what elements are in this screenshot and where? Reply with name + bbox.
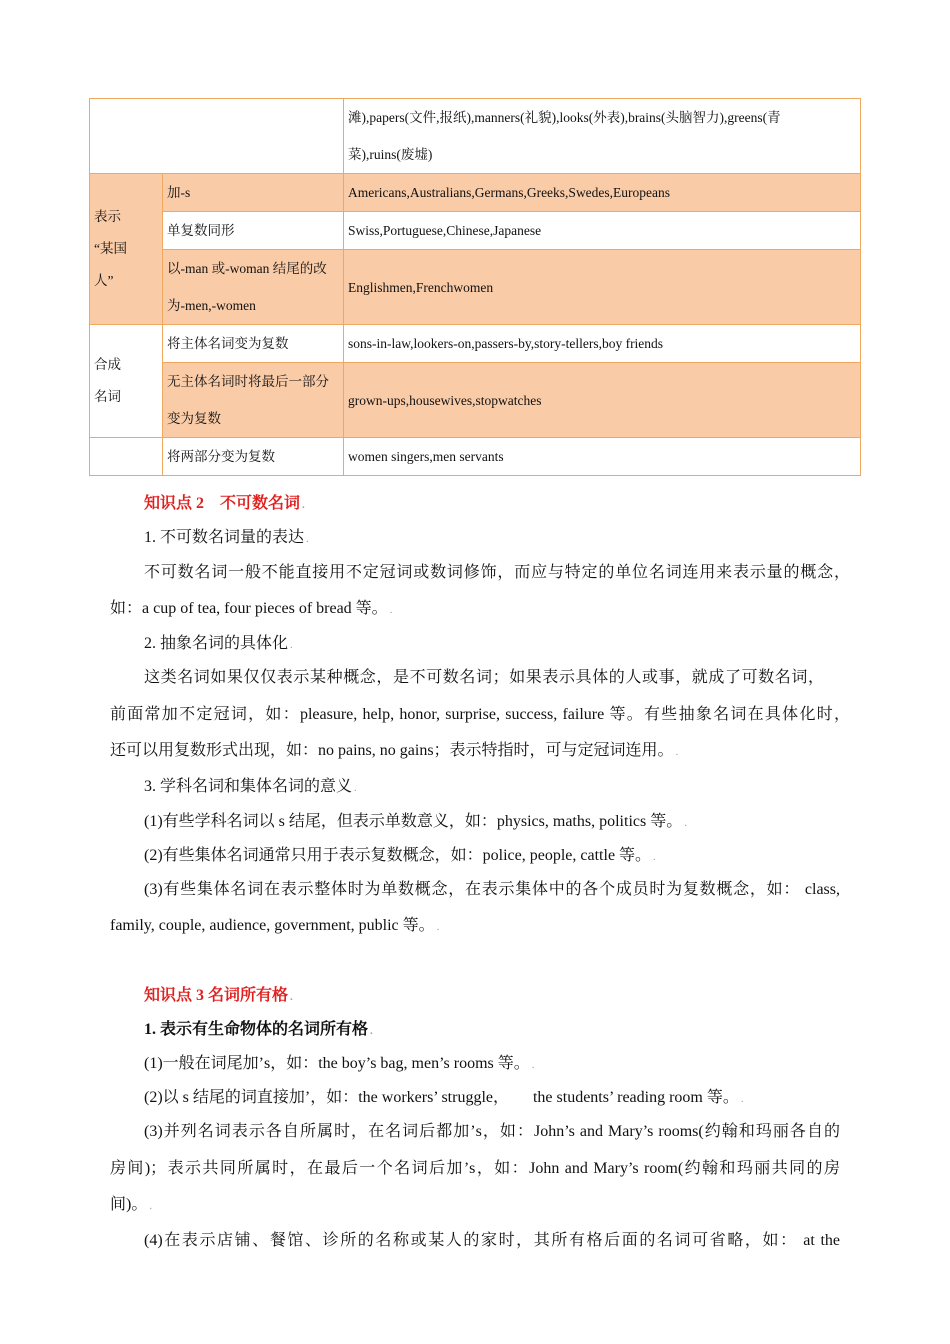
rule-cell: 无主体名词时将最后一部分 变为复数	[163, 363, 344, 438]
paragraph-line: 不可数名词一般不能直接用不定冠词或数词修饰，而应与特定的单位名词连用来表示量的概念，	[144, 564, 850, 581]
group-label-compound: 合成 名词	[90, 325, 163, 438]
list-item: (2)有些集体名词通常只用于表示复数概念，如：police, people, cattle 等。 .	[144, 847, 656, 864]
table-row	[90, 212, 861, 250]
table-row	[90, 99, 861, 174]
paragraph-line: 房间)；表示共同所属时，在最后一个名词后加’s，如：John and Mary’s room(约翰和玛丽共同的房	[110, 1160, 840, 1177]
section-heading: 知识点 2 不可数名词 .	[144, 495, 305, 512]
list-item: (3)并列名词表示各自所属时，在名词后都加’s，如：John’s and Mary’s rooms(约翰和玛丽各自的	[144, 1123, 840, 1140]
table-row	[90, 325, 861, 363]
rule-cell: 加-s	[163, 174, 344, 212]
rule-cell: 将两部分变为复数	[163, 438, 344, 476]
examples-line: 滩),papers(文件,报纸),manners(礼貌),looks(外表),brains(头脑智力),greens(青	[348, 110, 781, 125]
table-cell-empty	[90, 438, 163, 476]
examples-cell: grown-ups,housewives,stopwatches	[344, 363, 861, 438]
examples-line: 菜),ruins(废墟)	[348, 147, 433, 162]
section-heading: 知识点 3 名词所有格 .	[144, 987, 293, 1004]
noun-plural-table	[89, 98, 861, 476]
rule-cell: 以-man 或-woman 结尾的改 为-men,-women	[163, 250, 344, 325]
group-label-nationality: 表示 “某国 人”	[90, 174, 163, 325]
paragraph-line: 还可以用复数形式出现，如：no pains, no gains；表示特指时，可与定冠词连用。 .	[110, 742, 679, 759]
paragraph-line: 如：a cup of tea, four pieces of bread 等。 .	[110, 600, 393, 617]
paragraph-line: 间)。 .	[110, 1196, 153, 1213]
table-row	[90, 174, 861, 212]
paragraph-line: 前面常加不定冠词，如：pleasure, help, honor, surprise, success, failure 等。有些抽象名词在具体化时，	[110, 706, 850, 723]
table-row	[90, 363, 861, 438]
subsection-title: 1. 表示有生命物体的名词所有格 .	[144, 1021, 373, 1038]
list-item: (1)一般在词尾加’s，如：the boy’s bag, men’s rooms 等。 .	[144, 1055, 535, 1072]
examples-cell: Swiss,Portuguese,Chinese,Japanese	[344, 212, 861, 250]
paragraph-title: 1. 不可数名词量的表达 .	[144, 529, 309, 546]
table-cell-examples	[344, 99, 861, 174]
table-row	[90, 250, 861, 325]
paragraph-title: 2. 抽象名词的具体化 .	[144, 635, 293, 652]
list-item: (4)在表示店铺、餐馆、诊所的名称或某人的家时，其所有格后面的名词可省略，如： at the	[144, 1232, 840, 1249]
table-row	[90, 438, 861, 476]
rule-cell: 单复数同形	[163, 212, 344, 250]
examples-cell: Englishmen,Frenchwomen	[344, 250, 861, 325]
paragraph-line: 这类名词如果仅仅表示某种概念，是不可数名词；如果表示具体的人或事，就成了可数名词，	[144, 669, 824, 686]
list-item: (3)有些集体名词在表示整体时为单数概念，在表示集体中的各个成员时为复数概念，如： class,	[144, 881, 840, 898]
table-cell-empty	[90, 99, 344, 174]
list-item: (2)以 s 结尾的词直接加’，如：the workers’ struggle， the students’ reading room 等。 .	[144, 1089, 744, 1106]
list-item: (1)有些学科名词以 s 结尾，但表示单数意义，如：physics, maths, politics 等。 .	[144, 813, 687, 830]
paragraph-title: 3. 学科名词和集体名词的意义 .	[144, 778, 357, 795]
rule-cell: 将主体名词变为复数	[163, 325, 344, 363]
examples-cell: sons-in-law,lookers-on,passers-by,story-tellers,boy friends	[344, 325, 861, 363]
examples-cell: women singers,men servants	[344, 438, 861, 476]
paragraph-line: family, couple, audience, government, public 等。 .	[110, 917, 440, 934]
examples-cell: Americans,Australians,Germans,Greeks,Swedes,Europeans	[344, 174, 861, 212]
